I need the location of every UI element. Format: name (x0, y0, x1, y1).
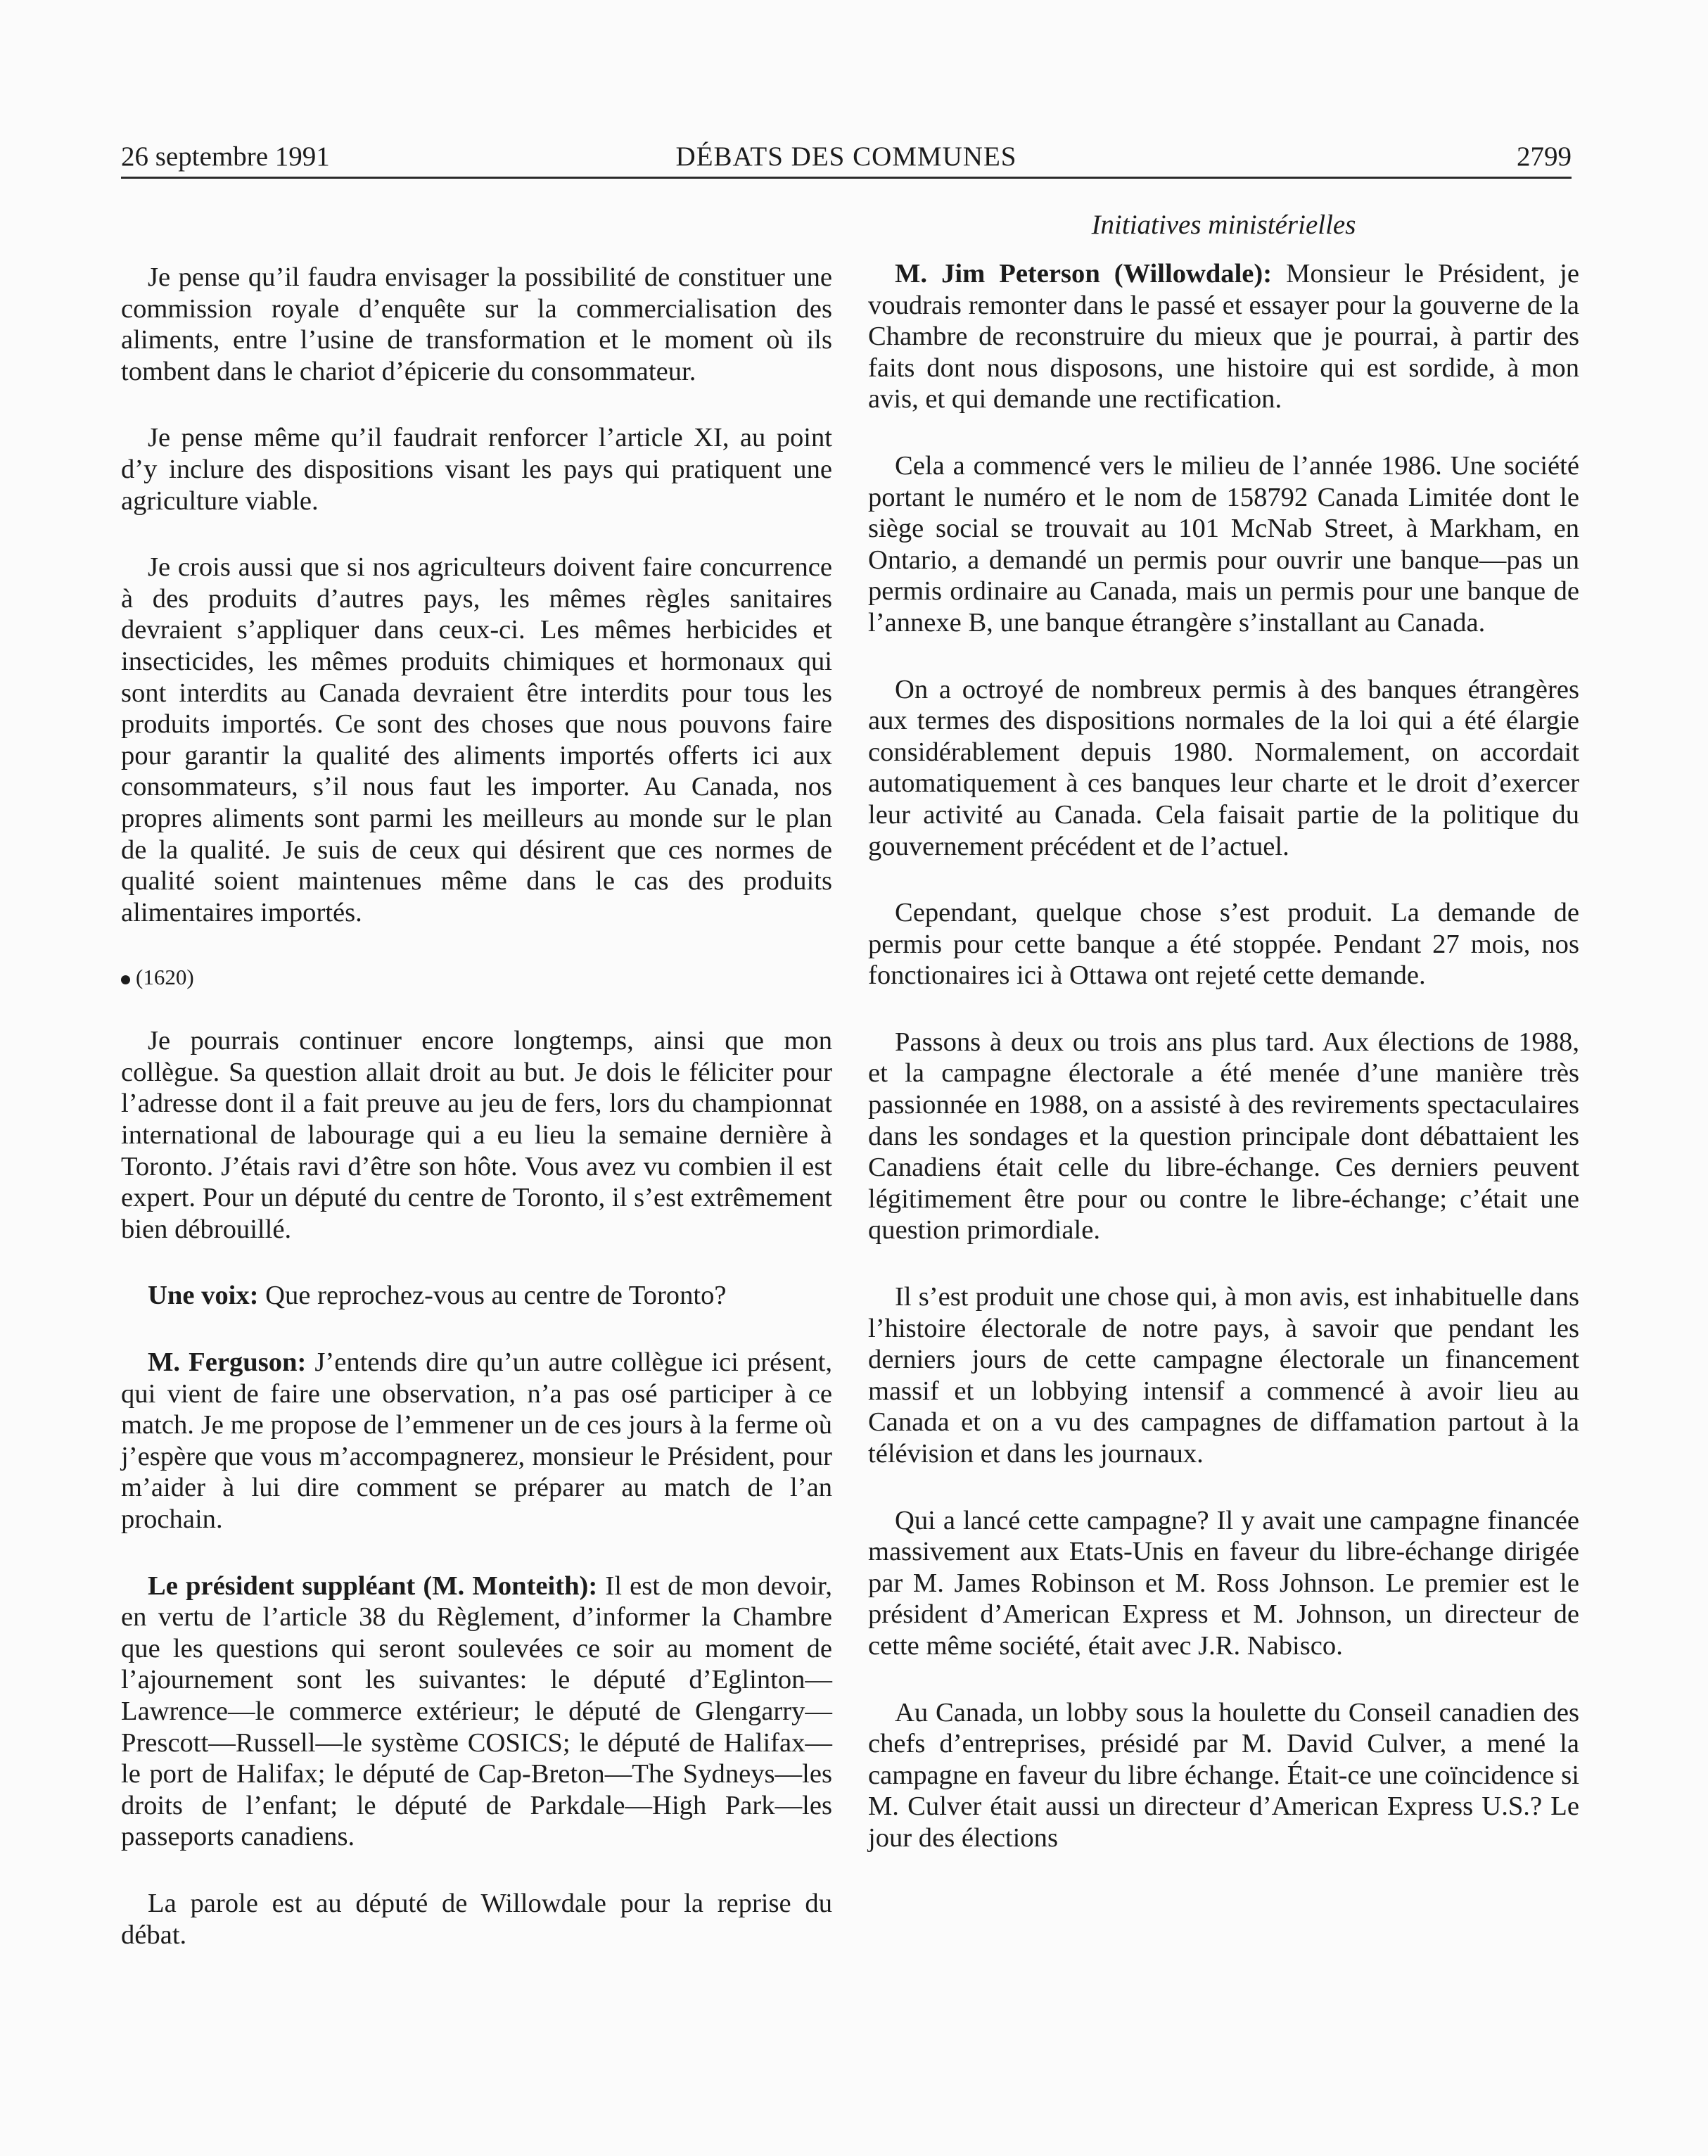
section-label: Initiatives ministérielles (1091, 210, 1356, 240)
paragraph: Au Canada, un lobby sous la houlette du Conseil canadien des chefs d’entreprises, présidé par M. David Culver, a mené la campagne en faveur du libre échange. Était-ce une coïncidence si M. Culver était aussi un directeur d’American Express U.S.? Le jour des élections (868, 1697, 1579, 1853)
paragraph: Cela a commencé vers le milieu de l’année 1986. Une société portant le numéro et le nom de 158792 Canada Limitée dont le siège social se trouvait au 101 McNab Street, à Markham, en Ontario, a demandé un permis pour ouvrir une banque—pas un permis ordinaire au Canada, mais un permis pour une banque de l’annexe B, une banque étrangère s’installant au Canada. (868, 450, 1579, 638)
right-column (868, 208, 1579, 1889)
speaker-name: Une voix: (148, 1281, 259, 1311)
paragraph: Il s’est produit une chose qui, à mon avis, est inhabituelle dans l’histoire électorale de notre pays, à savoir que pendant les derniers jours de cette campagne électorale un financement massif et un lobbying intensif a commencé à avoir lieu au Canada et on a vu des campagnes de diffamation partout à la télévision et dans les journaux. (868, 1282, 1579, 1469)
bullet-icon (121, 975, 130, 984)
speech-text: Que reprochez-vous au centre de Toronto? (258, 1281, 727, 1311)
paragraph: Je pense même qu’il faudrait renforcer l’article XI, au point d’y inclure des dispositions visant les pays qui pratiquent une agriculture viable. (121, 423, 832, 516)
header-date: 26 septembre 1991 (121, 141, 330, 172)
timestamp-text: (1620) (136, 965, 194, 990)
left-column (121, 262, 832, 1986)
paragraph: On a octroyé de nombreux permis à des banques étrangères aux termes des dispositions normales de la loi qui a été élargie considérablement depuis 1980. Normalement, on accordait automatiquement à ces banques leur charte et le droit d’exercer leur activité au Canada. Cela faisait partie de la politique du gouvernement précédent et de l’actuel. (868, 674, 1579, 861)
speaker-name: M. Ferguson: (148, 1348, 307, 1378)
header-title: DÉBATS DES COMMUNES (675, 141, 1017, 172)
paragraph: Je pense qu’il faudra envisager la possibilité de constituer une commission royale d’enquête sur la commercialisation des aliments, entre l’usine de transformation et le moment où ils tombent dans le chariot d’épicerie du consommateur. (121, 262, 832, 386)
speaker-name: Le président suppléant (M. Monteith): (148, 1571, 598, 1601)
paragraph: Je pourrais continuer encore longtemps, ainsi que mon collègue. Sa question allait droit au but. Je dois le féliciter pour l’adresse dont il a fait preuve au jeu de fers, lors du championnat international de labourage qui a eu lieu la semaine dernière à Toronto. J’étais ravi d’être son hôte. Vous avez vu combien il est expert. Pour un député du centre de Toronto, il s’est extrêmement bien débrouillé. (121, 1026, 832, 1244)
speech-text: Monsieur le Président, je voudrais remonter dans le passé et essayer pour la gouverne de la Chambre de reconstruire du mieux que je pourrai, à partir des faits dont nous disposons, une histoire qui est sordide, à mon avis, et qui demande une rectification. (868, 259, 1579, 414)
paragraph (121, 1347, 832, 1535)
speaker-name: M. Jim Peterson (Willowdale): (895, 259, 1273, 288)
paragraph: Cependant, quelque chose s’est produit. La demande de permis pour cette banque a été stoppée. Pendant 27 mois, nos fonctionaires ici à Ottawa ont rejeté cette demande. (868, 898, 1579, 991)
paragraph (121, 1571, 832, 1853)
speech-text: J’entends dire qu’un autre collègue ici présent, qui vient de faire une observation, n’a pas osé participer à ce match. Je me propose de l’emmener un de ces jours à la ferme où j’espère que vous m’accompagnerez, monsieur le Président, pour m’aider à lui dire comment se préparer au match de l’an prochain. (121, 1348, 832, 1534)
page-header (121, 137, 1572, 179)
paragraph: Qui a lancé cette campagne? Il y avait une campagne financée massivement aux Etats-Unis en faveur du libre-échange dirigée par M. James Robinson et M. Ross Johnson. Le premier est le président d’American Express et M. Johnson, un directeur de cette même société, était avec J.R. Nabisco. (868, 1505, 1579, 1661)
header-page-number: 2799 (1517, 141, 1572, 172)
timestamp-marker (121, 963, 832, 991)
paragraph: Passons à deux ou trois ans plus tard. Aux élections de 1988, et la campagne électorale a été menée d’une manière très passionnée en 1988, on a assisté à des revirements spectaculaires dans les sondages et la question principale dont débattaient les Canadiens était celle du libre-échange. Ces derniers peuvent légitimement être pour ou contre le libre-échange; c’était une question primordiale. (868, 1027, 1579, 1245)
paragraph (121, 1280, 832, 1312)
speech-text: Il est de mon devoir, en vertu de l’article 38 du Règlement, d’informer la Chambre que les questions qui seront soulevées ce soir au moment de l’ajournement sont les suivantes: le député d’Eglinton—Lawrence—le commerce extérieur; le député de Glengarry—Prescott—Russell—le système COSICS; le député de Halifax—le port de Halifax; le député de Cap-Breton—The Sydneys—les droits de l’enfant; le député de Parkdale—High Park—les passeports canadiens. (121, 1571, 832, 1852)
paragraph: La parole est au député de Willowdale pour la reprise du débat. (121, 1888, 832, 1950)
paragraph: Je crois aussi que si nos agriculteurs doivent faire concurrence à des produits d’autres pays, les mêmes règles sanitaires devraient s’appliquer dans ceux-ci. Les mêmes herbicides et insecticides, les mêmes produits chimiques et hormonaux qui sont interdits au Canada devraient être interdits pour tous les produits importés. Ce sont des choses que nous pouvons faire pour garantir la qualité des aliments importés offerts ici aux consommateurs, s’il nous faut les importer. Au Canada, nos propres aliments sont parmi les meilleurs au monde sur le plan de la qualité. Je suis de ceux qui désirent que ces normes de qualité soient maintenues même dans le cas des produits alimentaires importés. (121, 552, 832, 927)
paragraph (868, 258, 1579, 415)
